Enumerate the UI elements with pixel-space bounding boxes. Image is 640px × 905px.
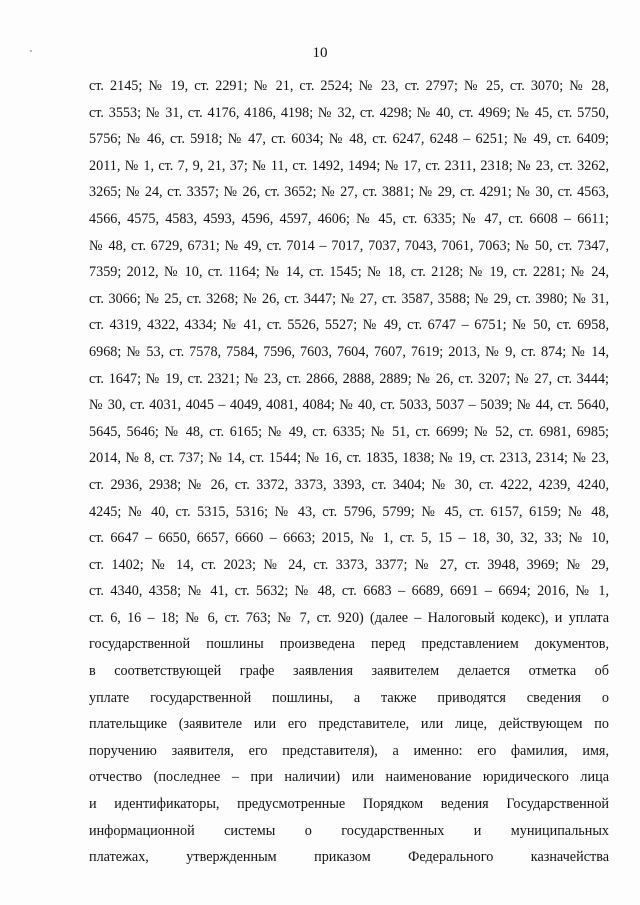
text-line: 7359; 2012, № 10, ст. 1164; № 14, ст. 1545; № 18, ст. 2128; № 19, ст. 2281; № 24, (89, 264, 609, 281)
text-line: ст. 2936, 2938; № 26, ст. 3372, 3373, 3393, ст. 3404; № 30, ст. 4222, 4239, 4240, (89, 476, 609, 493)
text-line: и идентификаторы, предусмотренные Порядком ведения Государственной (89, 796, 609, 813)
text-line: 3265; № 24, ст. 3357; № 26, ст. 3652; № 27, ст. 3881; № 29, ст. 4291; № 30, ст. 4563, (89, 184, 609, 201)
text-line: ст. 2145; № 19, ст. 2291; № 21, ст. 2524; № 23, ст. 2797; № 25, ст. 3070; № 28, (89, 78, 609, 94)
text-line: № 48, ст. 6729, 6731; № 49, ст. 7014 – 7017, 7037, 7043, 7061, 7063; № 50, ст. 7347, (89, 237, 609, 254)
text-line: ст. 1647; № 19, ст. 2321; № 23, ст. 2866, 2888, 2889; № 26, ст. 3207; № 27, ст. 3444; (89, 370, 609, 387)
text-line: 4566, 4575, 4583, 4593, 4596, 4597, 4606; № 45, ст. 6335; № 47, ст. 6608 – 6611; (89, 210, 609, 227)
text-line: уплате государственной пошлины, а также приводятся сведения о (89, 689, 609, 706)
text-line: государственной пошлины произведена перед представлением документов, (89, 636, 609, 653)
text-line: 2011, № 1, ст. 7, 9, 21, 37; № 11, ст. 1492, 1494; № 17, ст. 2311, 2318; № 23, ст. 3262, (89, 157, 609, 174)
text-line: ст. 3066; № 25, ст. 3268; № 26, ст. 3447; № 27, ст. 3587, 3588; № 29, ст. 3980; № 31, (89, 290, 609, 307)
document-body (89, 76, 609, 874)
text-line: 4245; № 40, ст. 5315, 5316; № 43, ст. 5796, 5799; № 45, ст. 6157, 6159; № 48, (89, 503, 609, 520)
text-line: 5645, 5646; № 48, ст. 6165; № 49, ст. 6335; № 51, ст. 6699; № 52, ст. 6981, 6985; (89, 423, 609, 440)
text-line: отчество (последнее – при наличии) или наименование юридического лица (89, 769, 609, 786)
text-line: информационной системы о государственных и муниципальных (89, 822, 609, 839)
text-line: платежах, утвержденным приказом Федерального казначейства (89, 849, 609, 866)
page-number: 10 (312, 45, 328, 61)
text-line: ст. 6, 16 – 18; № 6, ст. 763; № 7, ст. 920) (далее – Налоговый кодекс), и уплата (89, 609, 609, 626)
text-line: плательщике (заявителе или его представителе, или лице, действующем по (89, 716, 609, 733)
text-line: ст. 6647 – 6650, 6657, 6660 – 6663; 2015, № 1, ст. 5, 15 – 18, 30, 32, 33; № 10, (89, 530, 609, 547)
text-line: в соответствующей графе заявления заявителем делается отметка об (89, 663, 609, 680)
text-line: 6968; № 53, ст. 7578, 7584, 7596, 7603, 7604, 7607, 7619; 2013, № 9, ст. 874; № 14, (89, 343, 609, 360)
text-line: ст. 4319, 4322, 4334; № 41, ст. 5526, 5527; № 49, ст. 6747 – 6751; № 50, ст. 6958, (89, 317, 609, 334)
text-line: ст. 1402; № 14, ст. 2023; № 24, ст. 3373, 3377; № 27, ст. 3948, 3969; № 29, (89, 556, 609, 573)
text-line: 5756; № 46, ст. 5918; № 47, ст. 6034; № 48, ст. 6247, 6248 – 6251; № 49, ст. 6409; (89, 131, 609, 148)
text-line: ст. 4340, 4358; № 41, ст. 5632; № 48, ст. 6683 – 6689, 6691 – 6694; 2016, № 1, (89, 583, 609, 600)
text-line: ст. 3553; № 31, ст. 4176, 4186, 4198; № 32, ст. 4298; № 40, ст. 4969; № 45, ст. 5750, (89, 104, 609, 121)
text-line: поручению заявителя, его представителя), а именно: его фамилия, имя, (89, 742, 609, 759)
text-line: № 30, ст. 4031, 4045 – 4049, 4081, 4084; № 40, ст. 5033, 5037 – 5039; № 44, ст. 5640, (89, 397, 609, 414)
text-line: 2014, № 8, ст. 737; № 14, ст. 1544; № 16, ст. 1835, 1838; № 19, ст. 2313, 2314; № 23, (89, 450, 609, 467)
